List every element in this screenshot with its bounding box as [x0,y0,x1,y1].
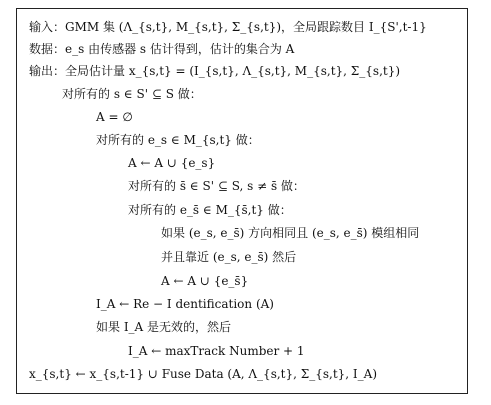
assign-new-id: I_A ← maxTrack Number + 1 [128,344,305,358]
add-other-estimate: A ← A ∪ {e_s̄} [161,274,249,288]
loop-other-estimates: 对所有的 e_s̄ ∈ M_{s̄,t} 做： [128,203,292,217]
algorithm-box [16,8,468,394]
condition-direction: 如果 (e_s, e_s̄) 方向相同且 (e_s, e_s̄) 模组相同 [161,226,420,240]
loop-sensors: 对所有的 s ∈ S' ⊆ S 做： [62,87,202,101]
fuse-data-line: x_{s,t} ← x_{s,t-1} ∪ Fuse Data (A, Λ_{s,t}, Σ_{s,t}, I_A) [29,367,378,381]
init-set: A = ∅ [96,110,133,124]
condition-near: 并且靠近 (e_s, e_s̄) 然后 [161,250,297,264]
output-line: 输出：全局估计量 x_{s,t} = (I_{s,t}, Λ_{s,t}, M_{s,t}, Σ_{s,t}) [29,64,401,78]
input-line: 输入：GMM 集 (Λ_{s,t}, M_{s,t}, Σ_{s,t})，全局跟踪数目 I_{S',t-1} [29,20,427,34]
loop-other-sensors: 对所有的 s̄ ∈ S' ⊆ S, s ≠ s̄ 做： [128,179,305,193]
reidentification: I_A ← Re − I dentification (A) [96,297,274,311]
if-invalid: 如果 I_A 是无效的，然后 [96,320,232,334]
loop-estimates: 对所有的 e_s ∈ M_{s,t} 做： [96,133,260,147]
data-line: 数据：e_s 由传感器 s 估计得到，估计的集合为 A [29,42,295,56]
add-estimate: A ← A ∪ {e_s} [128,156,216,170]
